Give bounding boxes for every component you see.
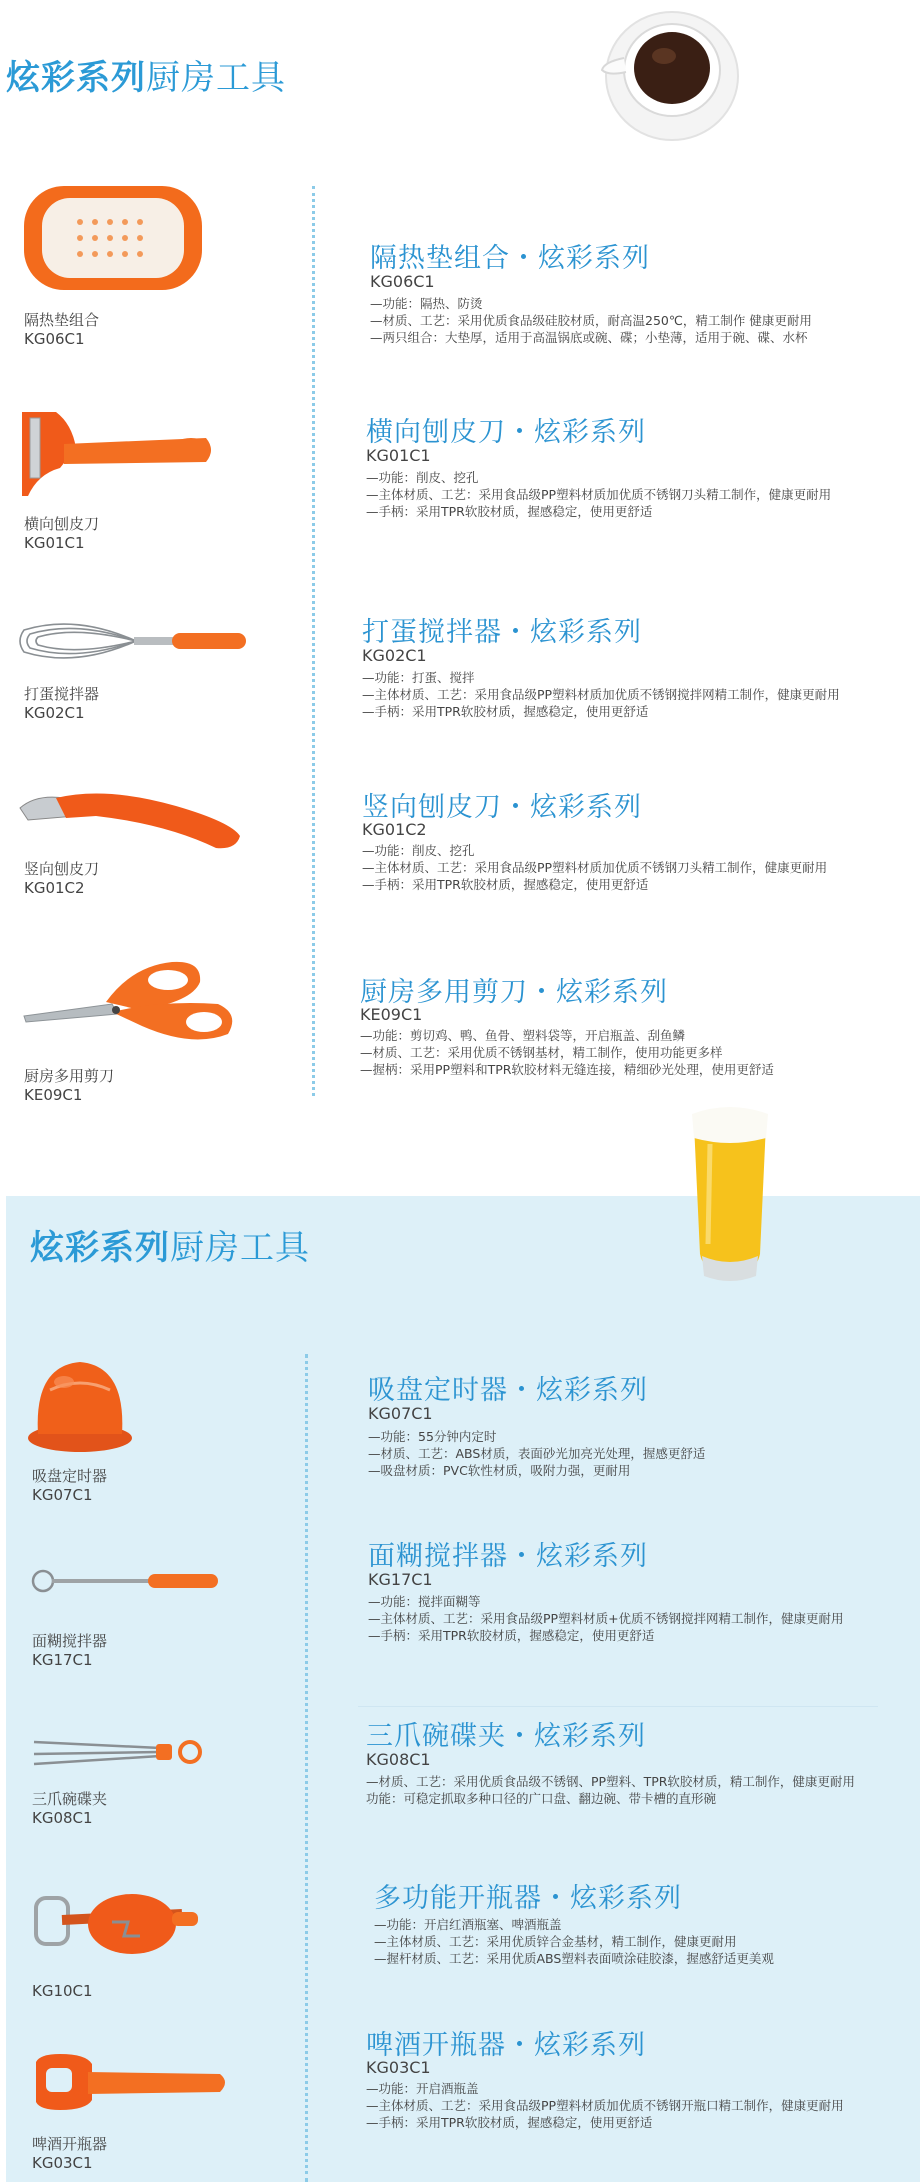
caption-code: KG17C1 [32, 1651, 93, 1669]
batter-whisk-image [30, 1568, 220, 1594]
heading-bold: 炫彩系列 [6, 58, 146, 98]
desc-line: —主体材质、工艺：采用优质锌合金基材，精工制作，健康更耐用 [374, 1934, 737, 1949]
desc-line: —功能：削皮、挖孔 [366, 470, 479, 485]
product-title: 三爪碗碟夹・炫彩系列 [366, 1721, 646, 1752]
product-caption [24, 1067, 114, 1105]
caption-code: KG07C1 [32, 1486, 93, 1504]
desc-line: —功能：搅拌面糊等 [368, 1594, 481, 1609]
caption-name: 厨房多用剪刀 [24, 1067, 115, 1085]
desc-line: —功能：隔热、防烫 [370, 296, 483, 311]
product-caption [24, 515, 99, 553]
product-description [374, 1916, 774, 1967]
desc-line: 功能：可稳定抓取多种口径的广口盘、翻边碗、带卡槽的直形碗 [366, 1791, 717, 1806]
product-caption [32, 1632, 107, 1670]
desc-line: —手柄：采用TPR软胶材质，握感稳定，使用更舒适 [362, 877, 649, 892]
product-caption [32, 2135, 107, 2173]
product-code: KG01C2 [362, 820, 427, 839]
desc-line: —手柄：采用TPR软胶材质，握感稳定，使用更舒适 [362, 704, 649, 719]
beer-opener-image [30, 2052, 230, 2114]
desc-line: —功能：开启红酒瓶塞、啤酒瓶盖 [374, 1917, 562, 1932]
desc-line: —手柄：采用TPR软胶材质，握感稳定，使用更舒适 [368, 1628, 655, 1643]
desc-line: —功能：开启酒瓶盖 [366, 2081, 479, 2096]
product-description [370, 295, 812, 346]
desc-line: —两只组合：大垫厚，适用于高温锅底或碗、碟；小垫薄，适用于碗、碟、水杯 [370, 330, 808, 345]
product-description [368, 1593, 844, 1644]
product-caption [24, 685, 99, 723]
product-description [362, 669, 840, 720]
caption-code: KG06C1 [24, 330, 85, 348]
desc-line: —吸盘材质：PVC软性材质，吸附力强，更耐用 [368, 1463, 631, 1478]
product-title: 吸盘定时器・炫彩系列 [368, 1375, 648, 1406]
caption-name: 竖向刨皮刀 [24, 860, 100, 878]
trivet-image [20, 182, 206, 294]
row-separator [358, 1706, 878, 1707]
product-description [368, 1428, 705, 1479]
caption-name: 打蛋搅拌器 [24, 685, 100, 703]
caption-name: 啤酒开瓶器 [32, 2135, 108, 2153]
dish-clamp-image [30, 1732, 208, 1772]
multi-opener-image [32, 1884, 202, 1960]
desc-line: —功能：剪切鸡、鸭、鱼骨、塑料袋等，开启瓶盖、刮鱼鳞 [360, 1028, 686, 1043]
product-code: KG07C1 [368, 1404, 433, 1423]
desc-line: —手柄：采用TPR软胶材质，握感稳定，使用更舒适 [366, 504, 653, 519]
coffee-cup-image [590, 4, 750, 144]
product-title: 隔热垫组合・炫彩系列 [370, 243, 650, 274]
divider-line [312, 186, 315, 1096]
caption-code: KG10C1 [32, 1982, 93, 2000]
desc-line: —主体材质、工艺：采用食品级PP塑料材质加优质不锈钢刀头精工制作，健康更耐用 [366, 487, 832, 502]
divider-line [305, 1354, 308, 2182]
desc-line: —功能：削皮、挖孔 [362, 843, 475, 858]
scissors-image [22, 956, 242, 1050]
caption-name: 三爪碗碟夹 [32, 1790, 108, 1808]
product-code: KE09C1 [360, 1005, 423, 1024]
product-title: 多功能开瓶器・炫彩系列 [374, 1883, 682, 1914]
heading-light: 厨房工具 [170, 1228, 310, 1268]
product-caption [24, 860, 99, 898]
product-title: 横向刨皮刀・炫彩系列 [366, 417, 646, 448]
desc-line: —握杆材质、工艺：采用优质ABS塑料表面喷涂硅胶漆，握感舒适更美观 [374, 1951, 774, 1966]
product-caption [32, 1467, 107, 1505]
product-description [366, 469, 831, 520]
product-caption [32, 1790, 107, 1828]
desc-line: —主体材质、工艺：采用食品级PP塑料材质加优质不锈钢开瓶口精工制作，健康更耐用 [366, 2098, 844, 2113]
heading-bold: 炫彩系列 [30, 1228, 170, 1268]
product-description [366, 1773, 855, 1807]
product-title: 面糊搅拌器・炫彩系列 [368, 1541, 648, 1572]
caption-code: KG03C1 [32, 2154, 93, 2172]
caption-name: 横向刨皮刀 [24, 515, 100, 533]
desc-line: —主体材质、工艺：采用食品级PP塑料材质加优质不锈钢刀头精工制作，健康更耐用 [362, 860, 828, 875]
desc-line: —握柄：采用PP塑料和TPR软胶材料无缝连接，精细砂光处理，使用更舒适 [360, 1062, 774, 1077]
desc-line: —主体材质、工艺：采用食品级PP塑料材质加优质不锈钢搅拌网精工制作，健康更耐用 [362, 687, 840, 702]
desc-line: —材质、工艺：采用优质食品级不锈钢、PP塑料、TPR软胶材质，精工制作，健康更耐用 [366, 1774, 855, 1789]
product-title: 竖向刨皮刀・炫彩系列 [362, 792, 642, 823]
product-code: KG03C1 [366, 2058, 431, 2077]
product-caption [24, 311, 99, 349]
product-description [360, 1027, 774, 1078]
desc-line: —主体材质、工艺：采用食品级PP塑料材质+优质不锈钢搅拌网精工制作，健康更耐用 [368, 1611, 844, 1626]
caption-code: KE09C1 [24, 1086, 83, 1104]
desc-line: —材质、工艺：采用优质不锈钢基材，精工制作，使用功能更多样 [360, 1045, 723, 1060]
section-heading [30, 1220, 310, 1269]
product-code: KG02C1 [362, 646, 427, 665]
caption-name: 面糊搅拌器 [32, 1632, 108, 1650]
product-code: KG01C1 [366, 446, 431, 465]
desc-line: —材质、工艺：ABS材质，表面砂光加亮光处理，握感更舒适 [368, 1446, 706, 1461]
caption-name: 吸盘定时器 [32, 1467, 108, 1485]
product-code: KG06C1 [370, 272, 435, 291]
vertical-peeler-image [16, 788, 246, 858]
beer-glass-image [680, 1104, 780, 1284]
timer-image [24, 1356, 136, 1456]
product-code: KG08C1 [366, 1750, 431, 1769]
caption-code: KG02C1 [24, 704, 85, 722]
horizontal-peeler-image [16, 404, 216, 504]
section-kitchen-tools-2 [6, 1196, 920, 2182]
product-title: 啤酒开瓶器・炫彩系列 [366, 2030, 646, 2061]
section-heading [6, 50, 286, 99]
caption-name: 隔热垫组合 [24, 311, 100, 329]
product-caption [32, 1982, 93, 2001]
product-title: 厨房多用剪刀・炫彩系列 [360, 977, 668, 1008]
whisk-image [16, 616, 248, 666]
product-description [366, 2080, 844, 2131]
heading-light: 厨房工具 [146, 58, 286, 98]
product-title: 打蛋搅拌器・炫彩系列 [362, 617, 642, 648]
caption-code: KG08C1 [32, 1809, 93, 1827]
desc-line: —材质、工艺：采用优质食品级硅胶材质，耐高温250℃，精工制作 健康更耐用 [370, 313, 812, 328]
desc-line: —功能：打蛋、搅拌 [362, 670, 475, 685]
desc-line: —手柄：采用TPR软胶材质，握感稳定，使用更舒适 [366, 2115, 653, 2130]
caption-code: KG01C2 [24, 879, 85, 897]
product-code: KG17C1 [368, 1570, 433, 1589]
product-description [362, 842, 827, 893]
desc-line: —功能：55分钟内定时 [368, 1429, 497, 1444]
caption-code: KG01C1 [24, 534, 85, 552]
